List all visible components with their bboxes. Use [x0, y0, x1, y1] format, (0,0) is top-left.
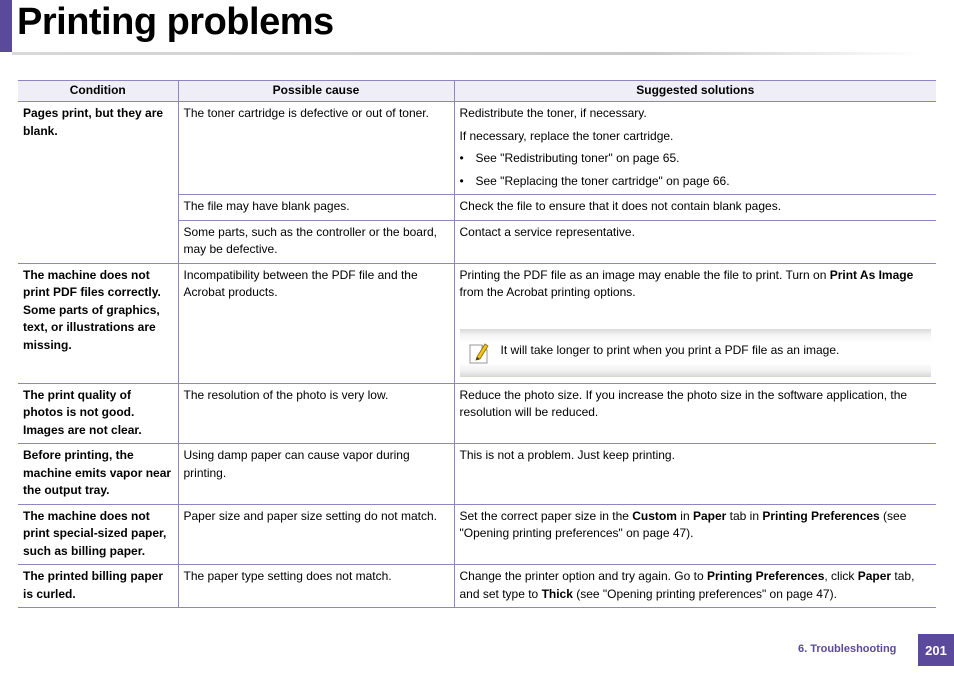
- solution-cell: Check the file to ensure that it does not contain blank pages.: [454, 195, 936, 221]
- cause-cell: The paper type setting does not match.: [178, 565, 454, 608]
- cause-cell: The toner cartridge is defective or out of toner.: [178, 102, 454, 195]
- table-row: [18, 102, 936, 195]
- solution-text: [460, 267, 932, 302]
- option-name: Custom: [632, 508, 677, 523]
- page-number: 201: [918, 634, 954, 666]
- table-row: [18, 263, 936, 383]
- solution-line: If necessary, replace the toner cartridge.: [459, 128, 674, 143]
- cause-cell: The resolution of the photo is very low.: [178, 383, 454, 444]
- cause-cell: Using damp paper can cause vapor during printing.: [178, 444, 454, 505]
- solution-cell: Reduce the photo size. If you increase the photo size in the software application, the resolution will be reduced.: [454, 383, 936, 444]
- option-name: Paper: [692, 508, 727, 523]
- solution-line: Redistribute the toner, if necessary.: [459, 106, 647, 120]
- solution-text-part[interactable]: (see "Opening printing preferences" on page 47).: [572, 586, 837, 601]
- note-pencil-icon: [468, 341, 490, 365]
- solution-text-part: Change the printer option and try again. Go to: [459, 569, 707, 583]
- option-name: Thick: [541, 586, 573, 601]
- solution-text-part: in: [676, 508, 693, 523]
- table-row: [18, 504, 936, 565]
- cause-cell: Some parts, such as the controller or the board, may be defective.: [178, 220, 454, 263]
- solution-cell: [454, 263, 936, 383]
- solution-cell: [454, 102, 936, 195]
- solution-text-part: from the Acrobat printing options.: [459, 285, 636, 299]
- solution-bullet[interactable]: • See "Replacing the toner cartridge" on page 66.: [460, 173, 932, 191]
- cause-cell: Incompatibility between the PDF file and the Acrobat products.: [178, 263, 454, 383]
- table-row: [18, 383, 936, 444]
- solution-text-part[interactable]: (see "Opening printing preferences" on page 47).: [459, 508, 907, 540]
- condition-cell: The machine does not print special-sized paper, such as billing paper.: [18, 504, 178, 565]
- note-box: [460, 329, 932, 377]
- note-text: It will take longer to print when you print a PDF file as an image.: [500, 342, 840, 357]
- solution-cell: [454, 504, 936, 565]
- condition-cell: Pages print, but they are blank.: [18, 102, 178, 264]
- solution-cell: This is not a problem. Just keep printing.: [454, 444, 936, 505]
- solution-text-part: tab, and set type to: [459, 569, 915, 601]
- table-header-row: [18, 81, 936, 102]
- solution-bullet[interactable]: • See "Redistributing toner" on page 65.: [460, 150, 932, 168]
- option-name: Paper: [857, 569, 892, 583]
- footer-section-label: 6. Troubleshooting: [798, 643, 897, 655]
- condition-cell: The printed billing paper is curled.: [18, 565, 178, 608]
- condition-cell: Before printing, the machine emits vapor near the output tray.: [18, 444, 178, 505]
- table-row: [18, 565, 936, 608]
- solution-text-part: Set the correct paper size in the: [459, 508, 633, 523]
- title-divider: [12, 52, 922, 55]
- header-possible-cause: Possible cause: [178, 81, 454, 102]
- header-condition: Condition: [18, 81, 178, 102]
- printing-problems-table: [18, 80, 936, 608]
- option-name: Printing Preferences: [707, 569, 825, 583]
- option-name: Print As Image: [829, 267, 914, 282]
- title-accent-bar: [0, 0, 12, 52]
- cause-cell: Paper size and paper size setting do not match.: [178, 504, 454, 565]
- cause-cell: The file may have blank pages.: [178, 195, 454, 221]
- solution-text-part: tab in: [726, 508, 763, 523]
- table-row: [18, 444, 936, 505]
- header-suggested-solutions: Suggested solutions: [454, 81, 936, 102]
- option-name: Printing Preferences: [762, 508, 880, 523]
- solution-cell: Contact a service representative.: [454, 220, 936, 263]
- condition-cell: The machine does not print PDF files correctly. Some parts of graphics, text, or illustrations are missing.: [18, 263, 178, 383]
- solution-text-part: , click: [824, 569, 858, 583]
- solution-cell: [454, 565, 936, 608]
- solution-text-part: Printing the PDF file as an image may enable the file to print. Turn on: [459, 267, 830, 282]
- page-title: Printing problems: [17, 1, 334, 43]
- condition-cell: The print quality of photos is not good. Images are not clear.: [18, 383, 178, 444]
